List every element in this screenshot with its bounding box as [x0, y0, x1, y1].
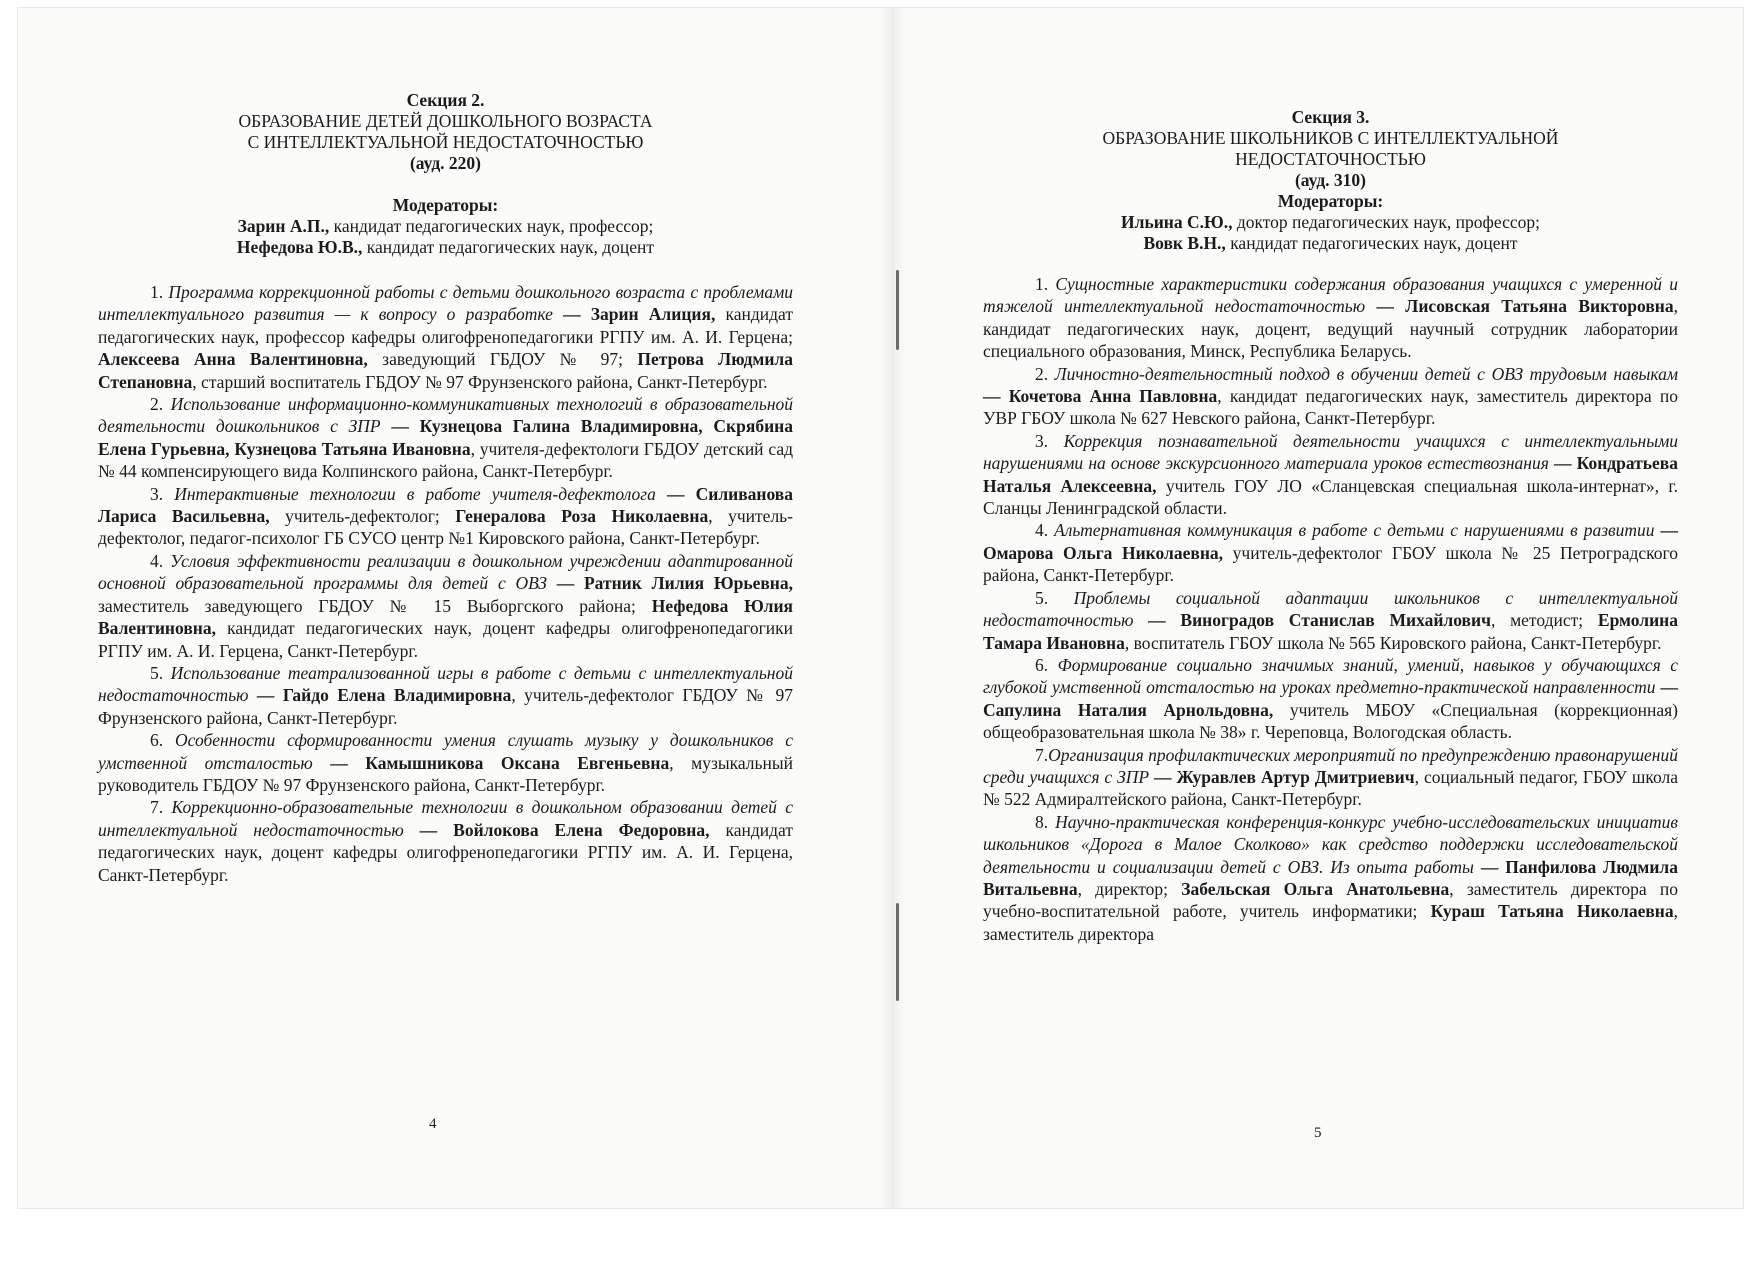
left-page: [98, 8, 793, 886]
speaker-name: Ермолина Тамара Ивановна: [983, 610, 1678, 653]
talk-text: , директор;: [1077, 878, 1169, 899]
talk-text: учитель МБОУ «Специальная (коррекционная) общеобразовательная школа № 38» г. Череповца, Вологодская область.: [983, 699, 1678, 743]
talk-title: Коррекция познавательной деятельности учащихся с интеллектуальными нарушениями на основе экскурсионного материала уроков естествознания: [983, 430, 1679, 474]
talk-list: [983, 273, 1678, 945]
right-page: [983, 8, 1678, 945]
speaker-name: — Войлокова Елена Федоровна,: [403, 819, 710, 840]
talk-text: 3.: [1035, 430, 1064, 451]
speaker-name: Генералова Роза Николаевна: [439, 506, 709, 527]
talk-text: 8.: [1035, 811, 1056, 832]
talk-item: [98, 550, 793, 662]
talk-text: заместитель заведующего ГБДОУ № 15 Выборгского района;: [98, 595, 636, 616]
talk-text: , старший воспитатель ГБДОУ № 97 Фрунзенского района, Санкт-Петербург.: [192, 371, 768, 392]
speaker-name: — Зарин Алиция,: [552, 304, 716, 325]
talk-text: , методист;: [1490, 610, 1584, 631]
speaker-name: Забельская Ольга Анатольевна: [1168, 878, 1450, 899]
talk-text: , кандидат педагогических наук, заместитель директора по УВР ГБОУ школа № 627 Невского района, Санкт-Петербург.: [983, 386, 1678, 429]
talk-text: 2.: [1035, 363, 1055, 384]
talk-item: [98, 483, 793, 550]
talk-text: , музыкальный руководитель ГБДОУ № 97 Фрунзенского района, Санкт-Петербург.: [98, 752, 793, 795]
talk-title: Сущностные характеристики содержания образования учащихся с умеренной и тяжелой интеллектуальной недостаточностью: [983, 274, 1679, 317]
speaker-name: Петрова Людмила Степановна: [98, 349, 793, 392]
section-title-line: ОБРАЗОВАНИЕ ДЕТЕЙ ДОШКОЛЬНОГО ВОЗРАСТА: [238, 111, 653, 131]
speaker-name: — Лисовская Татьяна Викторовна: [1365, 296, 1674, 317]
talk-title: Программа коррекционной работы с детьми дошкольного возраста с проблемами интеллектуального развития — к вопросу о разработке: [98, 282, 793, 325]
talk-item: [98, 281, 793, 393]
talk-text: 7.: [150, 797, 172, 818]
talk-text: заведующий ГБДОУ № 97;: [367, 349, 624, 370]
moderator: Зарин А.П., кандидат педагогических наук, профессор;: [237, 216, 654, 236]
talk-text: 5.: [150, 662, 171, 683]
talk-text: 7.: [1035, 744, 1049, 765]
section-number: Секция 2.: [406, 90, 485, 110]
speaker-name: — Ратник Лилия Юрьевна,: [546, 573, 793, 594]
moderator: Вовк В.Н., кандидат педагогических наук, доцент: [1143, 233, 1518, 253]
talk-title: Использование театрализованной игры в работе с детьми с интеллектуальной недостаточностью: [98, 662, 793, 706]
talk-text: учитель-дефектолог;: [269, 506, 440, 527]
talk-title: Проблемы социальной адаптации школьников с интеллектуальной недостаточностью: [983, 587, 1678, 631]
speaker-name: — Панфилова Людмила Витальевна: [983, 856, 1678, 899]
talk-item: [983, 363, 1678, 430]
talk-item: [983, 430, 1678, 520]
speaker-name: — Камышникова Оксана Евгеньевна: [312, 752, 670, 773]
speaker-name: Алексеева Анна Валентиновна,: [98, 349, 368, 370]
talk-text: 4.: [1035, 520, 1055, 541]
moderator: Нефедова Ю.В., кандидат педагогических наук, доцент: [236, 237, 655, 257]
talk-text: кандидат педагогических наук, профессор кафедры олигофренопедагогики РГПУ им. А. И. Герцена;: [98, 304, 793, 347]
talk-text: , учителя-дефектологи ГБДОУ детский сад № 44 компенсирующего вида Колпинского района, Санкт-Петербург.: [98, 438, 793, 482]
section-title-line: ОБРАЗОВАНИЕ ШКОЛЬНИКОВ С ИНТЕЛЛЕКТУАЛЬНОЙ: [1102, 128, 1559, 148]
speaker-name: — Кузнецова Галина Владимировна, Скрябина Елена Гурьевна, Кузнецова Татьяна Ивановна: [98, 416, 793, 459]
talk-text: 1.: [1035, 274, 1056, 294]
talk-list: [98, 281, 793, 886]
speaker-name: — Кочетова Анна Павловна: [983, 386, 1218, 407]
talk-text: кандидат педагогических наук, доцент кафедры олигофренопедагогики РГПУ им. А. И. Герцена, Санкт-Петербург.: [98, 618, 793, 661]
talk-item: [983, 587, 1678, 654]
section-title-line: НЕДОСТАТОЧНОСТЬЮ: [1235, 149, 1426, 169]
talk-text: , социальный педагог, ГБОУ школа № 522 Адмиралтейского района, Санкт-Петербург.: [983, 766, 1678, 810]
section-title-line: С ИНТЕЛЛЕКТУАЛЬНОЙ НЕДОСТАТОЧНОСТЬЮ: [247, 132, 644, 152]
talk-text: 6.: [150, 730, 175, 751]
talk-title: Альтернативная коммуникация в работе с детьми с нарушениями в развитии: [1054, 520, 1655, 541]
speaker-name: — Виноградов Станислав Михайлович: [1133, 610, 1491, 631]
talk-item: [983, 811, 1678, 945]
talk-text: , учитель-дефектолог ГБДОУ № 97 Фрунзенского района, Санкт-Петербург.: [98, 685, 793, 728]
section-number: Секция 3.: [1291, 107, 1370, 127]
talk-item: [98, 662, 793, 729]
talk-title: Использование информационно-коммуникативных технологий в образовательной деятельности дошкольников с ЗПР: [98, 394, 794, 437]
section-header: [98, 90, 793, 258]
talk-text: 1.: [150, 282, 169, 302]
speaker-name: — Силиванова Лариса Васильевна,: [98, 483, 794, 527]
talk-text: 5.: [1035, 587, 1074, 608]
staple-top: [896, 270, 899, 350]
talk-title: Формирование социально значимых знаний, умений, навыков у обучающихся с глубокой умственной отсталостью на уроках предметно-практической направленности: [983, 654, 1678, 698]
talk-text: 2.: [150, 394, 171, 415]
moderator: Ильина С.Ю., доктор педагогических наук, профессор;: [1121, 212, 1540, 232]
talk-item: [983, 654, 1678, 744]
talk-text: , заместитель директора: [983, 901, 1678, 944]
talk-item: [983, 519, 1678, 586]
page-number: 4: [429, 1116, 437, 1132]
talk-title: Организация профилактических мероприятий по предупреждению правонарушений среди учащихся с ЗПР: [983, 744, 1678, 787]
speaker-name: Нефедова Юлия Валентиновна,: [98, 595, 794, 639]
talk-title: Научно-практическая конференция-конкурс учебно-исследовательских инициатив школьников «Дорога в Малое Сколково» как средство поддержки исследовательской деятельности и социализации детей с ОВЗ. Из опыта работы: [983, 811, 1678, 877]
talk-text: 4.: [150, 550, 171, 571]
speaker-name: — Кондратьева Наталья Алексеевна,: [983, 453, 1678, 496]
room-number: (ауд. 220): [409, 153, 482, 173]
talk-text: кандидат педагогических наук, доцент кафедры олигофренопедагогики РГПУ им. А. И. Герцена, Санкт-Петербург.: [98, 819, 793, 885]
talk-text: , кандидат педагогических наук, доцент, ведущий научный сотрудник лаборатории специального образования, Минск, Республика Беларусь.: [983, 296, 1678, 362]
booklet-spread: [18, 8, 1743, 1208]
moderators-label: Модераторы:: [392, 195, 499, 215]
talk-text: учитель-дефектолог ГБОУ школа № 25 Петроградского района, Санкт-Петербург.: [983, 542, 1678, 586]
speaker-name: — Омарова Ольга Николаевна,: [983, 520, 1678, 563]
section-header: [983, 107, 1678, 254]
talk-item: [98, 393, 793, 483]
room-number: (ауд. 310): [1294, 170, 1367, 190]
talk-item: [98, 729, 793, 796]
speaker-name: — Гайдо Елена Владимировна: [248, 685, 512, 706]
talk-text: , заместитель директора по учебно-воспитательной работе, учитель информатики;: [983, 878, 1678, 922]
talk-text: 3.: [150, 483, 175, 504]
speaker-name: — Журавлев Артур Дмитриевич: [1149, 766, 1415, 787]
talk-title: Интерактивные технологии в работе учителя-дефектолога: [174, 483, 656, 504]
staple-bottom: [896, 903, 899, 1001]
talk-title: Условия эффективности реализации в дошкольном учреждении адаптированной основной образовательной программы для детей с ОВЗ: [98, 550, 794, 594]
talk-text: 6.: [1035, 654, 1058, 675]
talk-title: Особенности сформированности умения слушать музыку у дошкольников с умственной отсталостью: [98, 730, 793, 773]
moderators-label: Модераторы:: [1277, 191, 1384, 211]
talk-item: [983, 273, 1678, 363]
speaker-name: Кураш Татьяна Николаевна: [1417, 901, 1674, 922]
page-number: 5: [1314, 1125, 1322, 1141]
talk-item: [98, 796, 793, 886]
speaker-name: — Сапулина Наталия Арнольдовна,: [983, 677, 1678, 720]
talk-title: Личностно-деятельностный подход в обучении детей с ОВЗ трудовым навыкам: [1054, 363, 1678, 384]
talk-text: , учитель-дефектолог, педагог-психолог ГБ СУСО центр №1 Кировского района, Санкт-Петербург.: [98, 506, 793, 549]
talk-text: , воспитатель ГБОУ школа № 565 Кировского района, Санкт-Петербург.: [1124, 632, 1662, 653]
talk-item: [983, 744, 1678, 811]
page-fold: [880, 8, 906, 1208]
talk-title: Коррекционно-образовательные технологии в дошкольном образовании детей с интеллектуальной недостаточностью: [98, 797, 794, 840]
talk-text: учитель ГОУ ЛО «Сланцевская специальная школа-интернат», г. Сланцы Ленинградской области.: [983, 475, 1678, 519]
